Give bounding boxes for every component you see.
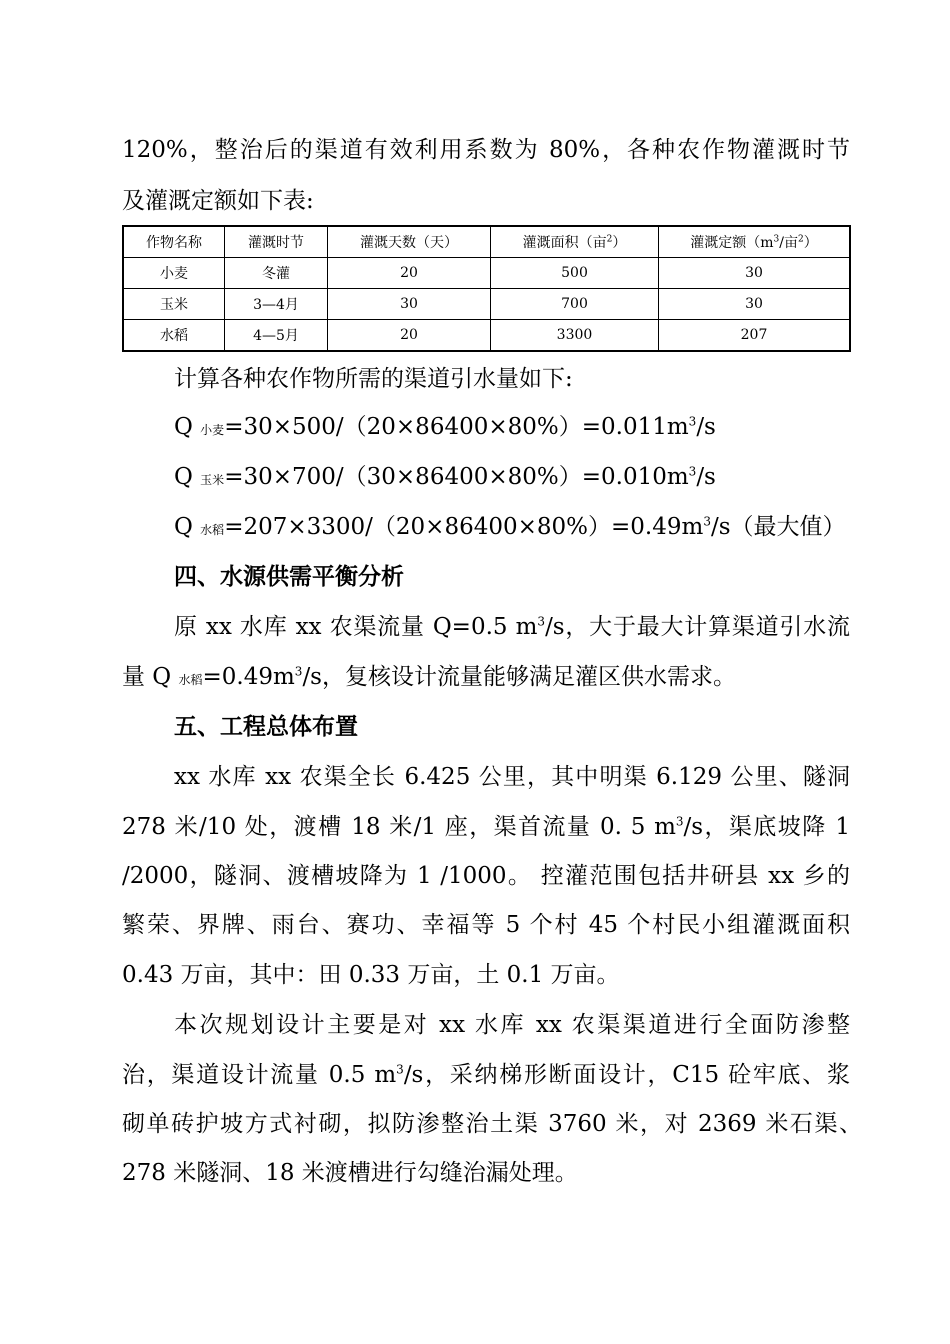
cell-area: 500: [491, 258, 659, 289]
table-row: [123, 320, 850, 352]
intro-line-2: 及灌溉定额如下表:: [122, 188, 314, 214]
cell-quota: 30: [659, 289, 851, 320]
cell-days: 20: [328, 258, 491, 289]
section-4-line-1: 原 xx 水库 xx 农渠流量 Q=0.5 $m^3/s$，大于最大计算渠道引水流: [174, 614, 850, 640]
section-4-title: 四、水源供需平衡分析: [174, 563, 404, 590]
section-5-line-1: xx 水库 xx 农渠全长 6.425 公里，其中明渠 6.129 公里、隧洞: [174, 764, 850, 790]
header-quota: 灌溉定额（$m^3/$亩$^2$）: [659, 226, 851, 258]
section-5-line-6: 本次规划设计主要是对 xx 水库 xx 农渠渠道进行全面防渗整: [174, 1012, 850, 1038]
cell-season: 冬灌: [225, 258, 328, 289]
intro-line-1: 120%，整治后的渠道有效利用系数为 80%，各种农作物灌溉时节: [122, 137, 850, 163]
calc-intro: 计算各种农作物所需的渠道引水量如下:: [174, 366, 573, 392]
header-days: 灌溉天数（天）: [328, 226, 491, 258]
cell-days: 30: [328, 289, 491, 320]
section-4-line-2: 量 Q 水稻$=0.49m^3/s$，复核设计流量能够满足灌区供水需求。: [122, 664, 736, 690]
cell-quota: 207: [659, 320, 851, 352]
cell-season: 4—5月: [225, 320, 328, 352]
section-5-line-9: 278 米隧洞、18 米渡槽进行勾缝治漏处理。: [122, 1160, 578, 1186]
cell-crop: 玉米: [123, 289, 225, 320]
section-5-line-2: 278 米/10 处，渡槽 18 米/1 座，渠首流量 0. 5 $m^3/s$，渠底坡降 1: [122, 814, 850, 840]
section-5-title: 五、工程总体布置: [174, 713, 358, 740]
section-5-line-4: 繁荣、界牌、雨台、赛功、幸福等 5 个村 45 个村民小组灌溉面积: [122, 912, 850, 938]
cell-days: 20: [328, 320, 491, 352]
header-season: 灌溉时节: [225, 226, 328, 258]
cell-area: 3300: [491, 320, 659, 352]
cell-quota: 30: [659, 258, 851, 289]
table-row: [123, 258, 850, 289]
table-row: [123, 289, 850, 320]
irrigation-table: [122, 225, 851, 352]
table-header-row: [123, 226, 850, 258]
section-5-line-3: /2000，隧洞、渡槽坡降为 1 /1000。 控灌范围包括井研县 xx 乡的: [122, 863, 850, 889]
section-5-line-7: 治，渠道设计流量 0.5 $m^3/s$，采纳梯形断面设计，C15 砼牢底、浆: [122, 1062, 850, 1088]
formula-corn: Q 玉米$=30\times 700/(30\times 86400\times 80\%)=0.010m^3/s$: [174, 464, 716, 490]
cell-crop: 小麦: [123, 258, 225, 289]
cell-area: 700: [491, 289, 659, 320]
cell-season: 3—4月: [225, 289, 328, 320]
formula-rice: Q 水稻$=207\times 3300/(20\times 86400\times 80\%)=0.49m^3/s$（最大值）: [174, 514, 846, 540]
section-5-line-8: 砌单砖护坡方式衬砌，拟防渗整治土渠 3760 米，对 2369 米石渠、: [122, 1111, 862, 1137]
header-area: 灌溉面积（亩$^2$）: [491, 226, 659, 258]
formula-wheat: Q 小麦$=30\times 500/(20\times 86400\times 80\%)=0.011m^3/s$: [174, 414, 716, 440]
cell-crop: 水稻: [123, 320, 225, 352]
section-5-line-5: 0.43 万亩，其中：田 0.33 万亩，土 0.1 万亩。: [122, 962, 620, 988]
header-crop-name: 作物名称: [123, 226, 225, 258]
